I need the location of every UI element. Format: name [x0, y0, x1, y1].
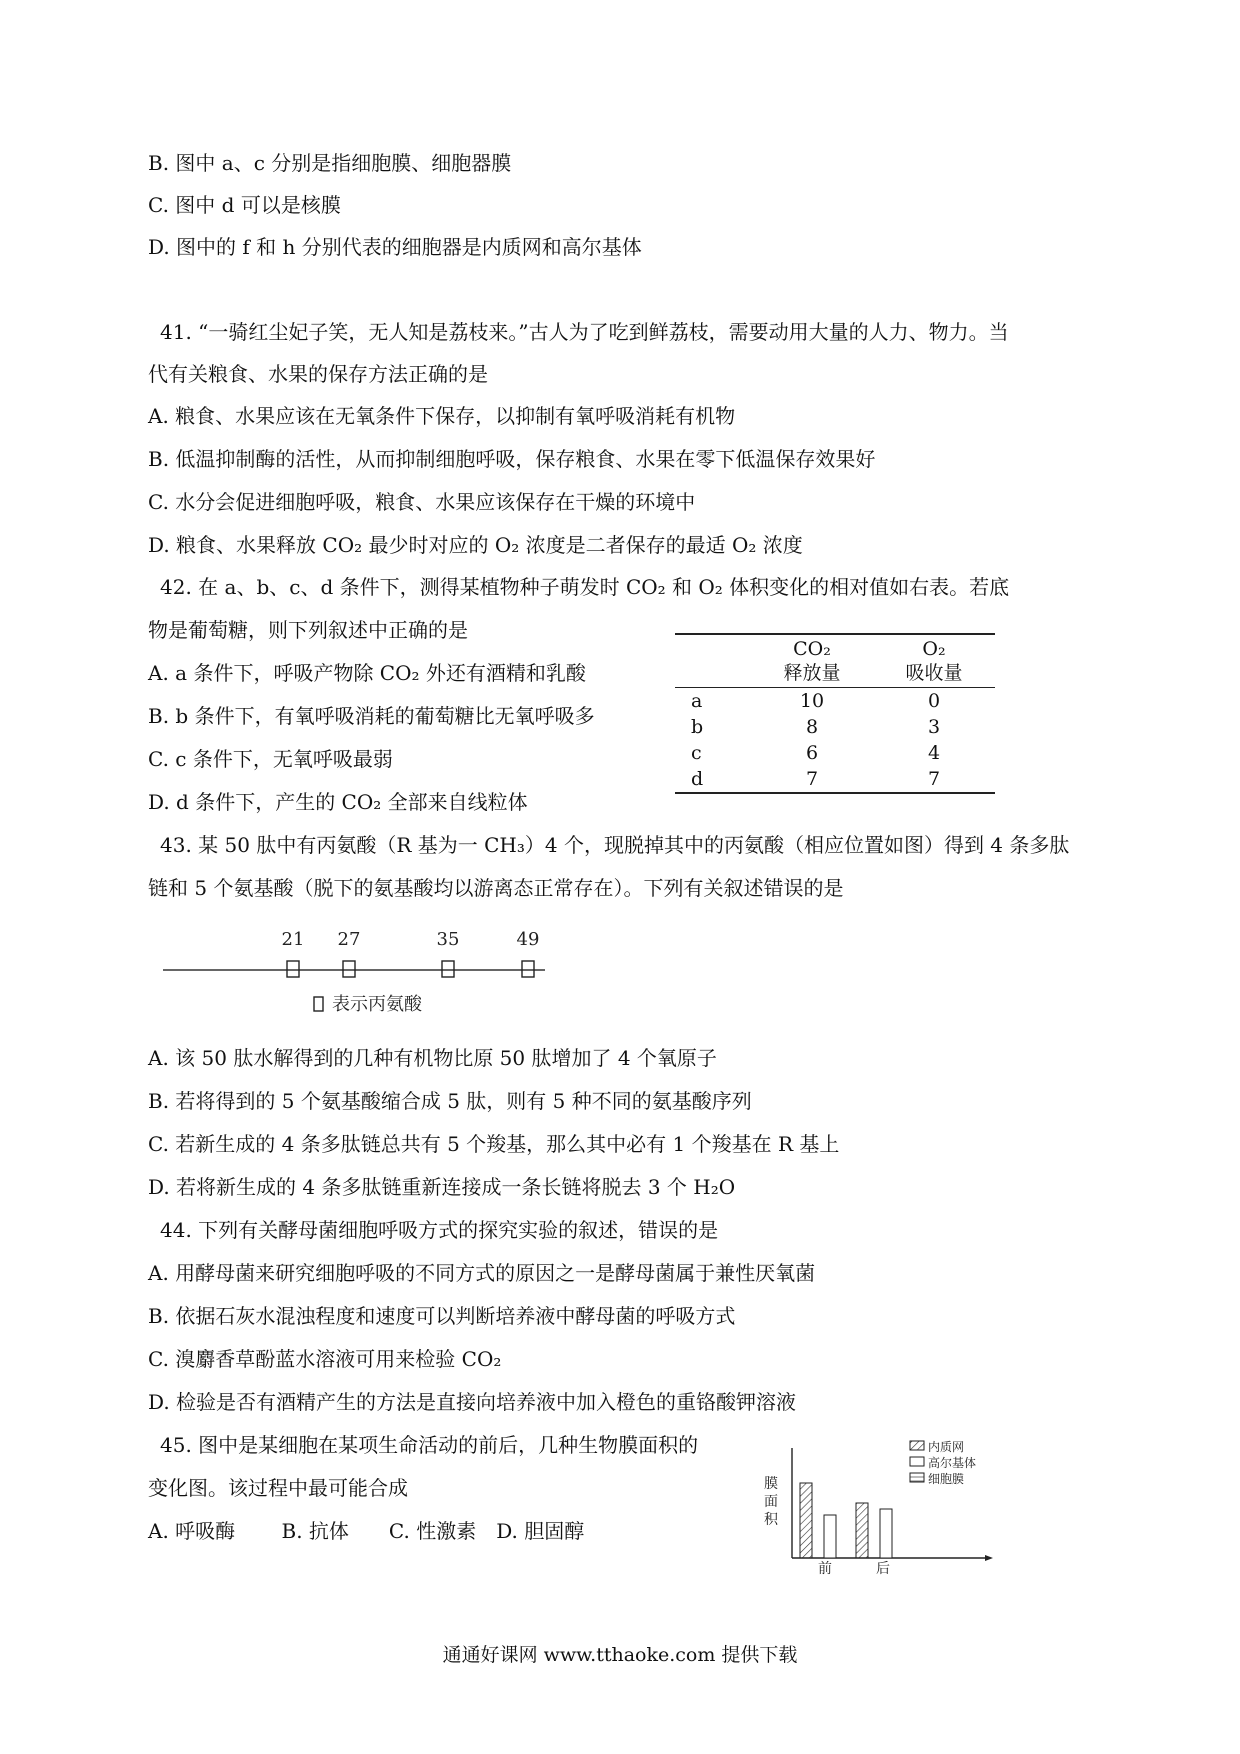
ylabel-char: 膜: [764, 1476, 778, 1492]
legend-golgi-swatch: [910, 1457, 924, 1466]
membrane-area-figure: [750, 1440, 1000, 1575]
question-42: 42. 在 a、b、c、d 条件下，测得某植物种子萌发时 CO₂ 和 O₂ 体积变化的相对值如右表。若底: [160, 575, 1010, 599]
bar-golgi-before: [824, 1515, 836, 1558]
legend-er-swatch: [910, 1441, 924, 1450]
option-44a: A. 用酵母菌来研究细胞呼吸的不同方式的原因之一是酵母菌属于兼性厌氧菌: [148, 1261, 816, 1285]
question-43: 43. 某 50 肽中有丙氨酸（R 基为一 CH₃）4 个，现脱掉其中的丙氨酸（相应位置如图）得到 4 条多肽: [160, 833, 1070, 857]
option-40c: C. 图中 d 可以是核膜: [148, 193, 341, 217]
option-41b: B. 低温抑制酶的活性，从而抑制细胞呼吸，保存粮食、水果在零下低温保存效果好: [148, 447, 876, 471]
alanine-marker: [343, 961, 355, 977]
legend-membrane-swatch: [910, 1473, 924, 1482]
question-45: 45. 图中是某细胞在某项生命活动的前后，几种生物膜面积的: [160, 1433, 699, 1457]
col-header-o2-label: 吸收量: [905, 662, 963, 684]
col-header-o2: [873, 634, 995, 688]
row-label: c: [691, 742, 702, 764]
co2-value: 7: [805, 768, 819, 790]
table-row: [675, 740, 995, 766]
option-43c: C. 若新生成的 4 条多肽链总共有 5 个羧基，那么其中必有 1 个羧基在 R 基上: [148, 1132, 840, 1156]
legend-er-label: 内质网: [928, 1440, 965, 1454]
page-footer: 通通好课网 www.tthaoke.com 提供下载: [442, 1644, 798, 1666]
option-42a: A. a 条件下，呼吸产物除 CO₂ 外还有酒精和乳酸: [148, 661, 586, 685]
option-44d: D. 检验是否有酒精产生的方法是直接向培养液中加入橙色的重铬酸钾溶液: [148, 1390, 797, 1414]
option-44c: C. 溴麝香草酚蓝水溶液可用来检验 CO₂: [148, 1347, 502, 1371]
o2-value: 4: [927, 742, 941, 764]
bar-golgi-after: [880, 1509, 892, 1558]
option-42c: C. c 条件下，无氧呼吸最弱: [148, 747, 393, 771]
table-row: [675, 688, 995, 715]
option-41d: D. 粮食、水果释放 CO₂ 最少时对应的 O₂ 浓度是二者保存的最适 O₂ 浓度: [148, 533, 803, 557]
co2-value: 10: [799, 690, 825, 712]
position-label: 21: [281, 929, 305, 950]
option-40d: D. 图中的 f 和 h 分别代表的细胞器是内质网和高尔基体: [148, 235, 642, 259]
option-42d: D. d 条件下，产生的 CO₂ 全部来自线粒体: [148, 790, 528, 814]
question-42-cont: 物是葡萄糖，则下列叙述中正确的是: [148, 618, 468, 642]
col-header-co2-formula: CO₂: [793, 638, 831, 660]
col-header-co2-label: 释放量: [783, 662, 841, 684]
option-42b: B. b 条件下，有氧呼吸消耗的葡萄糖比无氧呼吸多: [148, 704, 595, 728]
row-label: a: [691, 690, 703, 712]
o2-value: 3: [927, 716, 941, 738]
alanine-marker: [522, 961, 534, 977]
col-header-o2-formula: O₂: [922, 638, 946, 660]
row-label: b: [691, 716, 704, 738]
option-41c: C. 水分会促进细胞呼吸，粮食、水果应该保存在干燥的环境中: [148, 490, 696, 514]
question-45-cont: 变化图。该过程中最可能合成: [148, 1476, 408, 1500]
x-axis-arrow-icon: [985, 1555, 993, 1561]
o2-value: 7: [927, 768, 941, 790]
xlabel-before: 前: [818, 1561, 832, 1575]
legend-marker: [314, 997, 323, 1011]
table-row: [675, 714, 995, 740]
bar-er-after: [856, 1503, 868, 1558]
option-43d: D. 若将新生成的 4 条多肽链重新连接成一条长链将脱去 3 个 H₂O: [148, 1175, 736, 1199]
col-header-co2: [751, 634, 873, 688]
peptide-figure: [160, 925, 560, 1017]
question-43-cont: 链和 5 个氨基酸（脱下的氨基酸均以游离态正常存在）。下列有关叙述错误的是: [148, 876, 844, 900]
option-41a: A. 粮食、水果应该在无氧条件下保存，以抑制有氧呼吸消耗有机物: [148, 404, 736, 428]
option-44b: B. 依据石灰水混浊程度和速度可以判断培养液中酵母菌的呼吸方式: [148, 1304, 736, 1328]
peptide-legend-text: 表示丙氨酸: [332, 994, 422, 1015]
question-44: 44. 下列有关酵母菌细胞呼吸方式的探究实验的叙述，错误的是: [160, 1218, 719, 1242]
table-corner: [675, 634, 751, 688]
alanine-marker: [442, 961, 454, 977]
option-43b: B. 若将得到的 5 个氨基酸缩合成 5 肽，则有 5 种不同的氨基酸序列: [148, 1089, 752, 1113]
co2-value: 6: [805, 742, 819, 764]
table-row: [675, 766, 995, 793]
o2-value: 0: [927, 690, 941, 712]
bar-er-before: [800, 1483, 812, 1558]
alanine-marker: [287, 961, 299, 977]
ylabel-char: 面: [764, 1494, 778, 1510]
option-40b: B. 图中 a、c 分别是指细胞膜、细胞器膜: [148, 151, 512, 175]
position-label: 49: [516, 929, 540, 950]
xlabel-after: 后: [876, 1561, 890, 1575]
position-label: 35: [436, 929, 460, 950]
option-43a: A. 该 50 肽水解得到的几种有机物比原 50 肽增加了 4 个氧原子: [148, 1046, 717, 1070]
respiration-table: [675, 633, 995, 794]
question-41-cont: 代有关粮食、水果的保存方法正确的是: [148, 362, 488, 386]
position-label: 27: [337, 929, 361, 950]
question-41: 41. “一骑红尘妃子笑，无人知是荔枝来。”古人为了吃到鲜荔枝，需要动用大量的人力、物力。当: [160, 320, 1009, 344]
legend-membrane-label: 细胞膜: [928, 1472, 965, 1486]
legend-golgi-label: 高尔基体: [928, 1456, 977, 1470]
row-label: d: [691, 768, 704, 790]
co2-value: 8: [805, 716, 819, 738]
options-45: A. 呼吸酶 B. 抗体 C. 性激素 D. 胆固醇: [148, 1519, 585, 1543]
ylabel-char: 积: [764, 1512, 778, 1528]
